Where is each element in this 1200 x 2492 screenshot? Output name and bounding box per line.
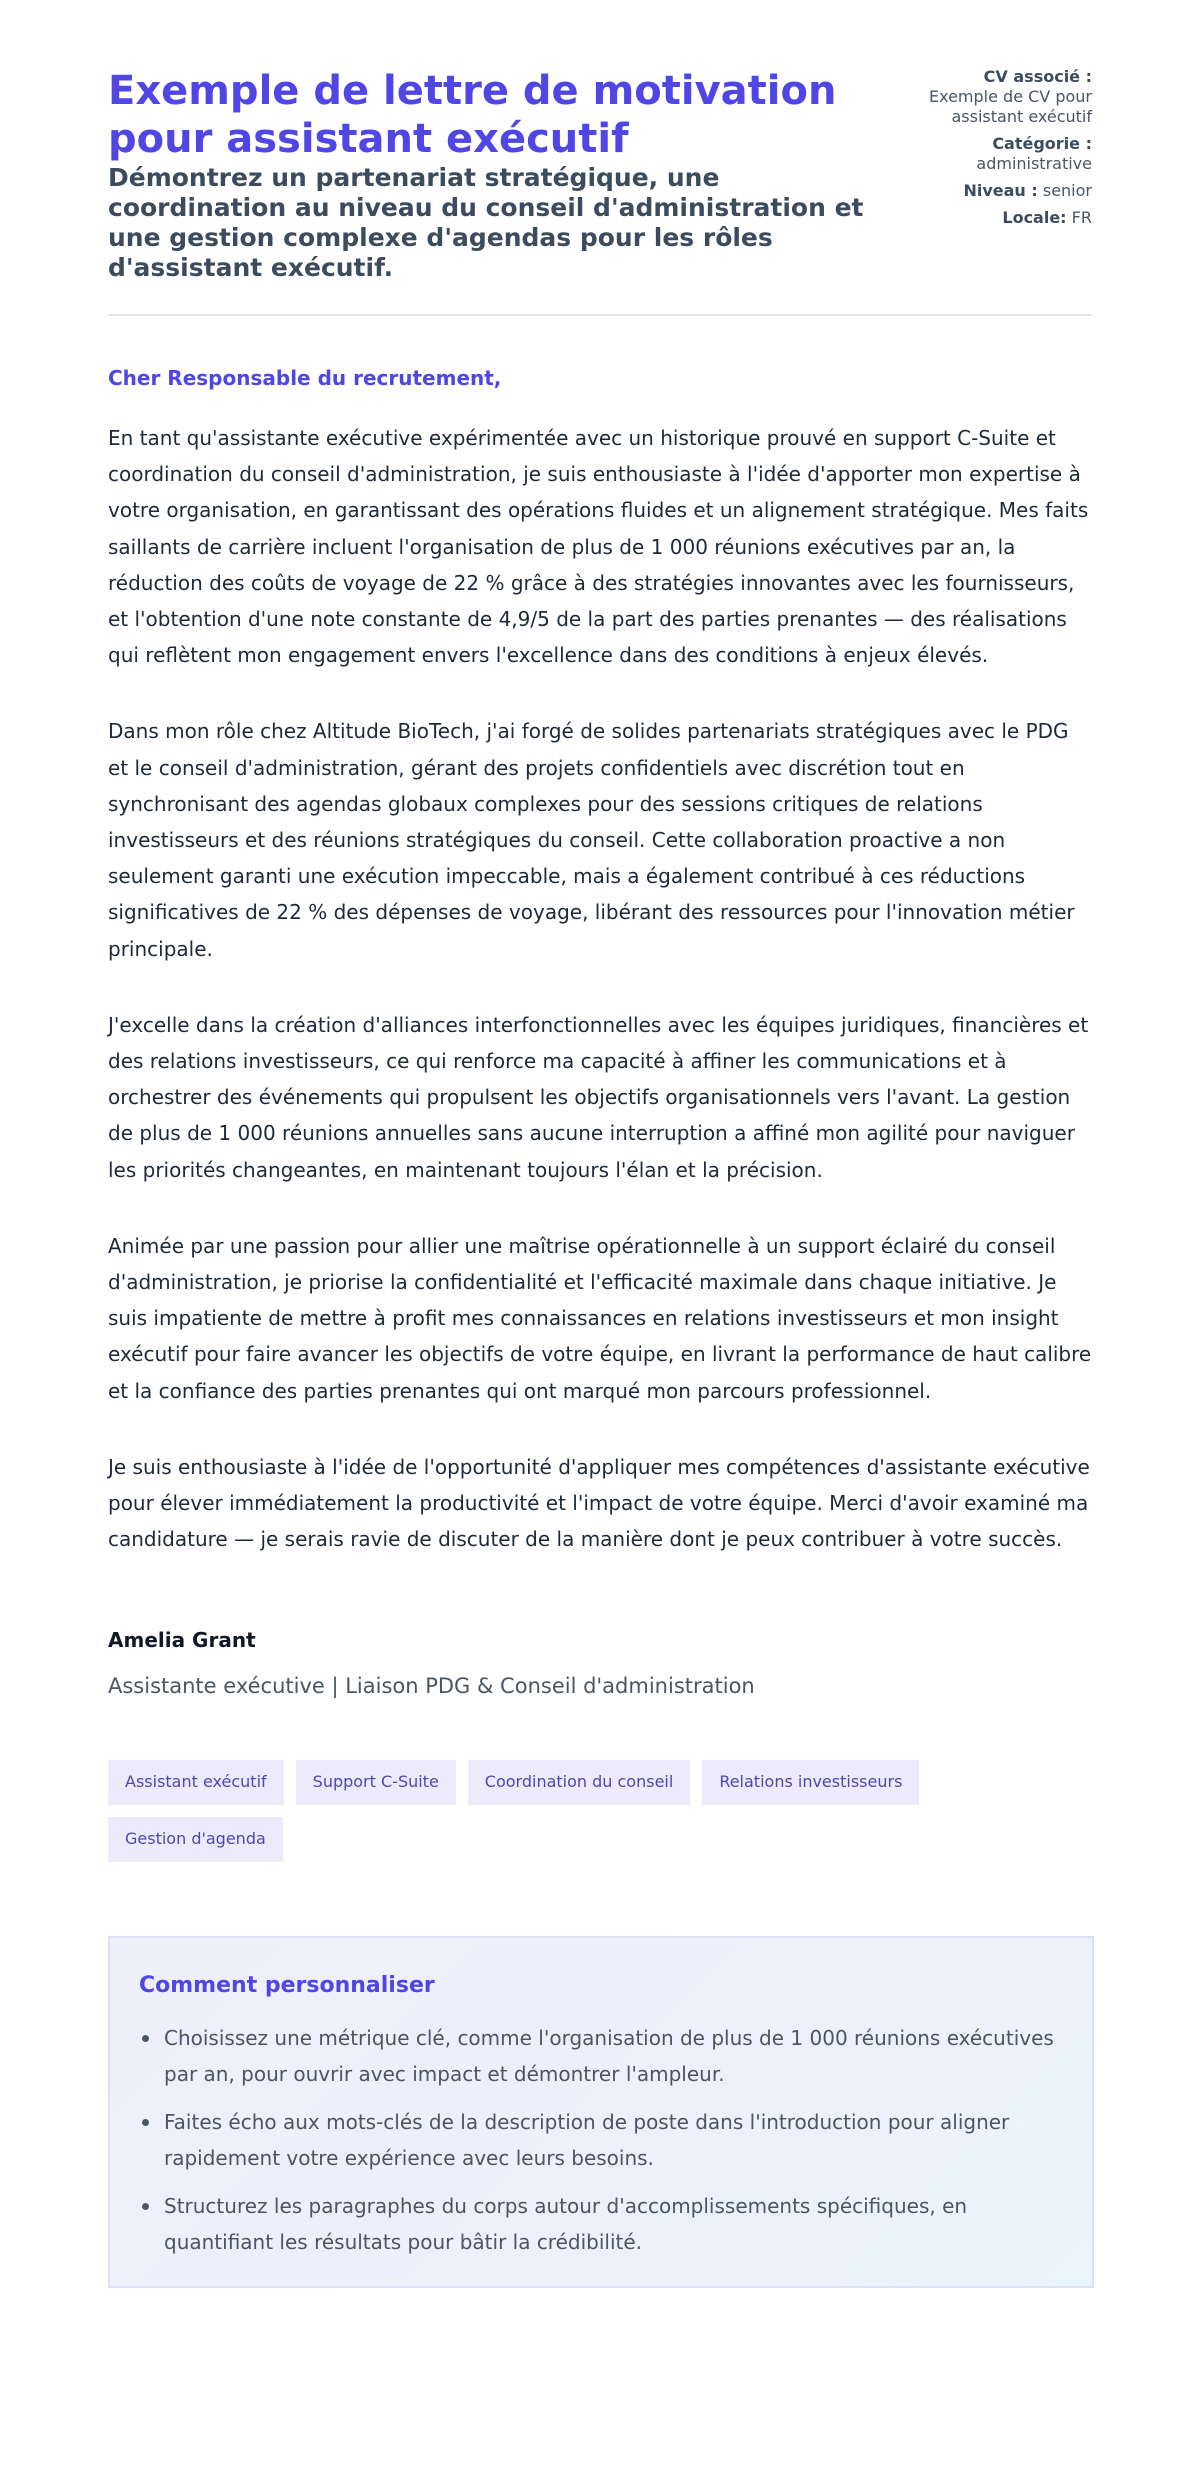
meta-locale-value: FR: [1071, 208, 1092, 227]
meta-category-value: administrative: [976, 154, 1092, 173]
meta-category: [922, 134, 1092, 174]
page-subtitle: Démontrez un partenariat stratégique, une coordination au niveau du conseil d'administration et une gestion complexe d'agendas pour les rôles d'assistant exécutif.: [108, 163, 864, 282]
letter-paragraph: J'excelle dans la création d'alliances interfonctionnelles avec les équipes juridiques, financières et des relations investisseurs, ce qui renforce ma capacité à affiner les communications et à orchestrer des événements qui propulsent les objectifs organisationnels vers l'avant. La gestion de plus de 1 000 réunions annuelles sans aucune interruption a affiné mon agilité pour naviguer les priorités changeantes, en maintenant toujours l'élan et la précision.: [108, 1012, 1089, 1182]
tag-gestion-agenda[interactable]: Gestion d'agenda: [108, 1817, 283, 1862]
page-header: [108, 67, 1092, 316]
meta-panel: [922, 67, 1092, 235]
tips-item-text: Structurez les paragraphes du corps autour d'accomplissements spécifiques, en quantifiant les résultats pour bâtir la crédibilité.: [164, 2194, 968, 2255]
meta-category-label: Catégorie :: [992, 134, 1092, 153]
customization-tips-box: [108, 1936, 1094, 2288]
tips-list-item: [139, 2020, 1063, 2092]
letter-greeting: Cher Responsable du recrutement,: [108, 366, 502, 390]
meta-level: [922, 181, 1092, 201]
signature-title: Assistante exécutive | Liaison PDG & Conseil d'administration: [108, 1674, 755, 1699]
tag-relations-investisseurs[interactable]: Relations investisseurs: [702, 1760, 919, 1805]
tips-title: Comment personnaliser: [139, 1973, 435, 1999]
page-title: Exemple de lettre de motivation pour assistant exécutif: [108, 68, 837, 162]
tag-assistant-executif[interactable]: Assistant exécutif: [108, 1760, 284, 1805]
tips-list-item: [139, 2104, 1063, 2176]
meta-related-cv-label: CV associé :: [983, 67, 1092, 86]
signature-name: Amelia Grant: [108, 1628, 256, 1653]
header-main: [108, 67, 898, 283]
letter-paragraph: En tant qu'assistante exécutive expérimentée avec un historique prouvé en support C-Suite et coordination du conseil d'administration, je suis enthousiaste à l'idée d'apporter mon expertise à votre organisation, en garantissant des opérations fluides et un alignement stratégique. Mes faits saillants de carrière incluent l'organisation de plus de 1 000 réunions exécutives par an, la réduction des coûts de voyage de 22 % grâce à des stratégies innovantes avec les fournisseurs, et l'obtention d'une note constante de 4,9/5 de la part des parties prenantes — des réalisations qui reflètent mon engagement envers l'excellence dans des conditions à enjeux élevés.: [108, 426, 1089, 668]
tips-item-text: Choisissez une métrique clé, comme l'organisation de plus de 1 000 réunions exécutives par an, pour ouvrir avec impact et démontrer l'ampleur.: [164, 2026, 1054, 2087]
meta-locale: [922, 208, 1092, 228]
letter-paragraph: Dans mon rôle chez Altitude BioTech, j'ai forgé de solides partenariats stratégiques avec le PDG et le conseil d'administration, gérant des projets confidentiels avec discrétion tout en synchronisant des agendas globaux complexes pour des sessions critiques de relations investisseurs et des réunions stratégiques du conseil. Cette collaboration proactive a non seulement garanti une exécution impeccable, mais a également contribué à ces réductions significatives de 22 % des dépenses de voyage, libérant des ressources pour l'innovation métier principale.: [108, 719, 1075, 961]
tips-list: [139, 2020, 1063, 2260]
meta-locale-label: Locale:: [1002, 208, 1067, 227]
meta-level-value: senior: [1042, 181, 1092, 200]
letter-paragraph: Je suis enthousiaste à l'idée de l'opportunité d'appliquer mes compétences d'assistante exécutive pour élever immédiatement la productivité et l'impact de votre équipe. Merci d'avoir examiné ma candidature — je serais ravie de discuter de la manière dont je peux contribuer à votre succès.: [108, 1454, 1090, 1552]
tips-list-item: [139, 2188, 1063, 2260]
meta-level-label: Niveau :: [963, 181, 1038, 200]
tag-coordination-conseil[interactable]: Coordination du conseil: [468, 1760, 691, 1805]
bullet-icon: [142, 2203, 149, 2210]
meta-related-cv-link[interactable]: Exemple de CV pour assistant exécutif: [929, 87, 1092, 126]
meta-related-cv: [922, 67, 1092, 127]
bullet-icon: [142, 2119, 149, 2126]
bullet-icon: [142, 2035, 149, 2042]
letter-paragraphs: [108, 420, 1092, 1557]
tips-item-text: Faites écho aux mots-clés de la description de poste dans l'introduction pour aligner rapidement votre expérience avec leurs besoins.: [164, 2110, 1010, 2171]
tag-list: [108, 1760, 1092, 1862]
letter-body: [108, 366, 1092, 1699]
letter-paragraph: Animée par une passion pour allier une maîtrise opérationnelle à un support éclairé du conseil d'administration, je priorise la confidentialité et l'efficacité maximale dans chaque initiative. Je suis impatiente de mettre à profit mes connaissances en relations investisseurs et mon insight exécutif pour faire avancer les objectifs de votre équipe, en livrant la performance de haut calibre et la confiance des parties prenantes qui ont marqué mon parcours professionnel.: [108, 1233, 1092, 1403]
signature-block: [108, 1628, 1092, 1699]
tag-support-c-suite[interactable]: Support C-Suite: [296, 1760, 456, 1805]
